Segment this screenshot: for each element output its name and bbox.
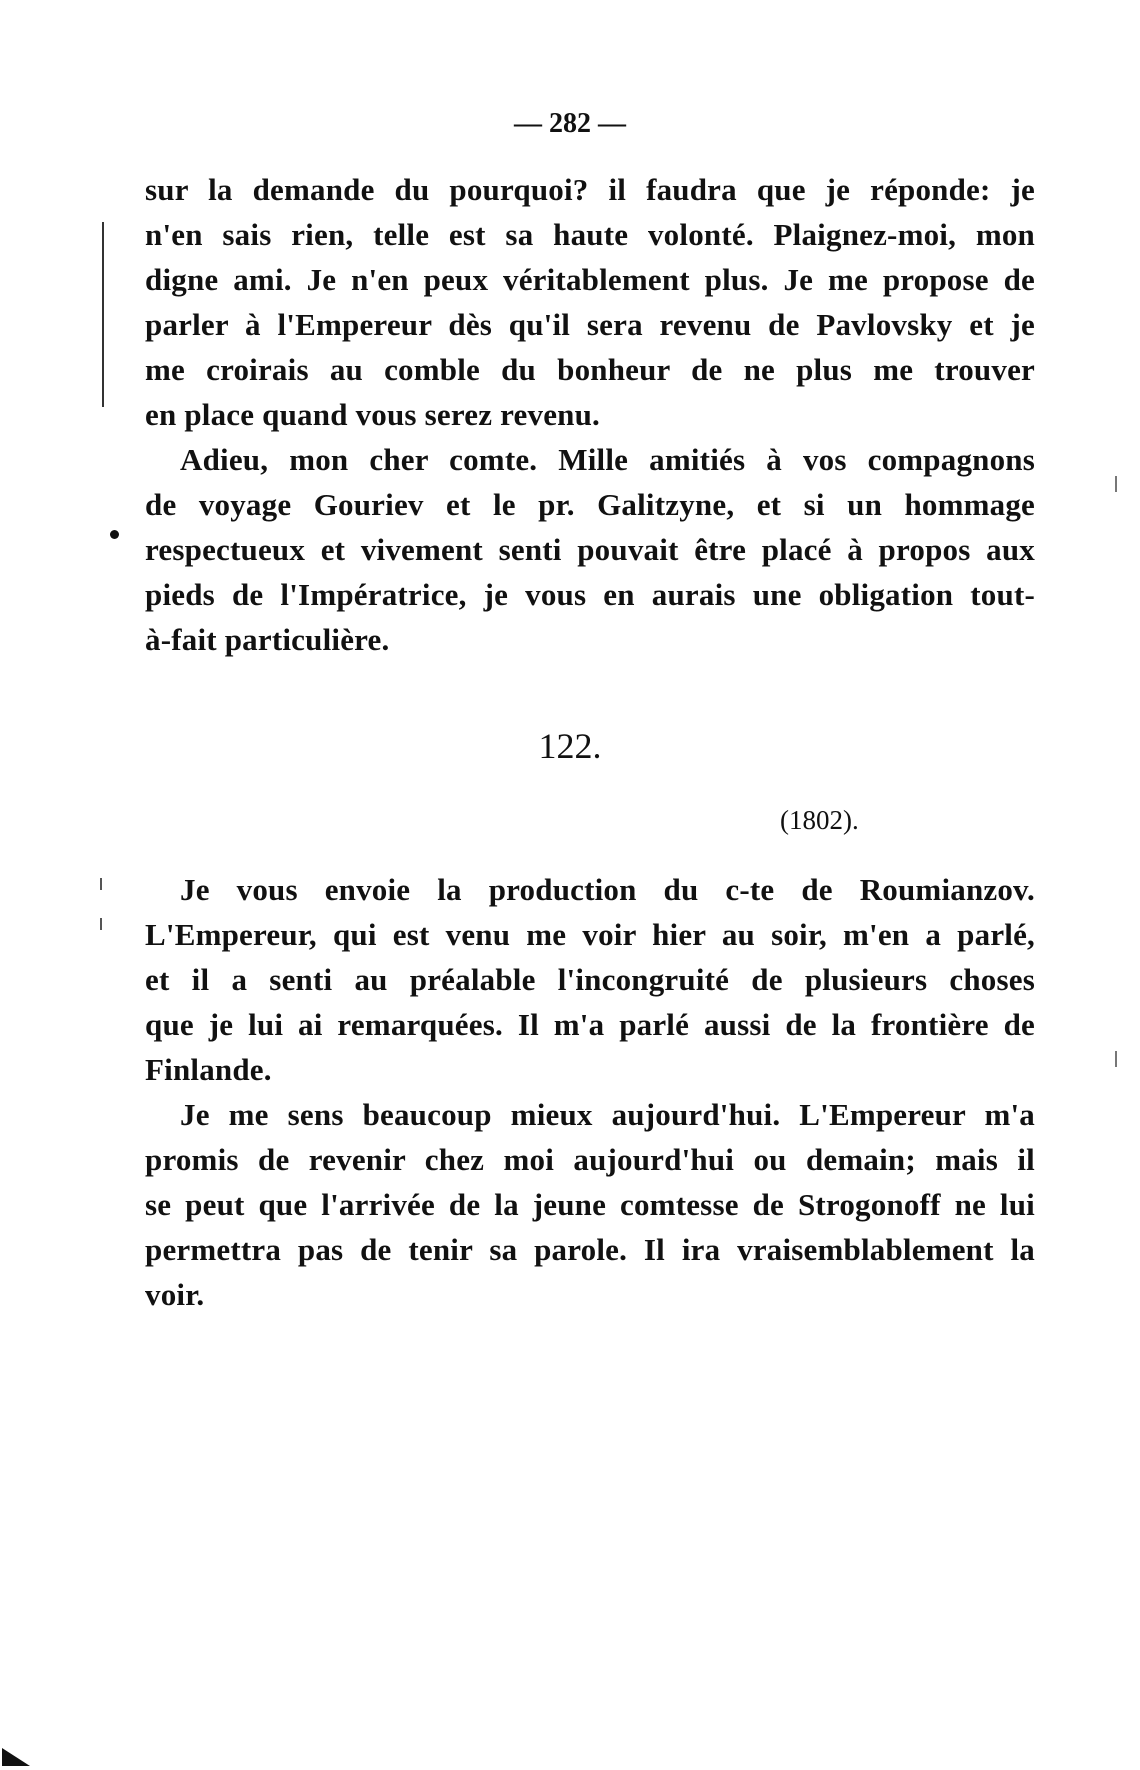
margin-tick: [100, 878, 102, 890]
corner-scan-mark: [2, 1748, 30, 1766]
text-line: permettra pas de tenir sa parole. Il ira vraisemblablement la: [145, 1232, 1035, 1267]
letter-number: 122.: [538, 726, 602, 766]
margin-tick: [100, 918, 102, 930]
margin-bullet: [110, 530, 119, 539]
text-line: que je lui ai remarquées. Il m'a parlé aussi de la frontière de: [145, 1007, 1035, 1042]
text-line: pieds de l'Impératrice, je vous en aurais une obligation tout-: [145, 577, 1035, 612]
text-line: en place quand vous serez revenu.: [145, 397, 600, 432]
text-line: Finlande.: [145, 1052, 272, 1087]
text-line: respectueux et vivement senti pouvait être placé à propos aux: [145, 532, 1035, 567]
text-line: sur la demande du pourquoi? il faudra que je réponde: je: [145, 172, 1035, 207]
text-line: de voyage Gouriev et le pr. Galitzyne, et si un hommage: [145, 487, 1035, 522]
text-line: et il a senti au préalable l'incongruité de plusieurs choses: [145, 962, 1035, 997]
text-line: Je me sens beaucoup mieux aujourd'hui. L'Empereur m'a: [180, 1097, 1035, 1132]
right-margin-mark: [1115, 1051, 1117, 1067]
letter-date: (1802).: [780, 805, 859, 835]
text-line: me croirais au comble du bonheur de ne plus me trouver: [145, 352, 1035, 387]
margin-annotation-bar: [102, 222, 104, 407]
text-line: Adieu, mon cher comte. Mille amitiés à vos compagnons: [180, 442, 1035, 477]
text-line: digne ami. Je n'en peux véritablement plus. Je me propose de: [145, 262, 1035, 297]
page-number: — 282 —: [514, 108, 626, 139]
text-line: promis de revenir chez moi aujourd'hui ou demain; mais il: [145, 1142, 1035, 1177]
text-line: à-fait particulière.: [145, 622, 390, 657]
text-line: voir.: [145, 1277, 205, 1312]
text-line: se peut que l'arrivée de la jeune comtesse de Strogonoff ne lui: [145, 1187, 1035, 1222]
text-line: parler à l'Empereur dès qu'il sera revenu de Pavlovsky et je: [145, 307, 1035, 342]
right-margin-mark: [1115, 476, 1117, 492]
text-line: Je vous envoie la production du c-te de Roumianzov.: [180, 872, 1035, 907]
text-line: n'en sais rien, telle est sa haute volonté. Plaignez-moi, mon: [145, 217, 1035, 252]
text-line: L'Empereur, qui est venu me voir hier au soir, m'en a parlé,: [145, 917, 1035, 952]
